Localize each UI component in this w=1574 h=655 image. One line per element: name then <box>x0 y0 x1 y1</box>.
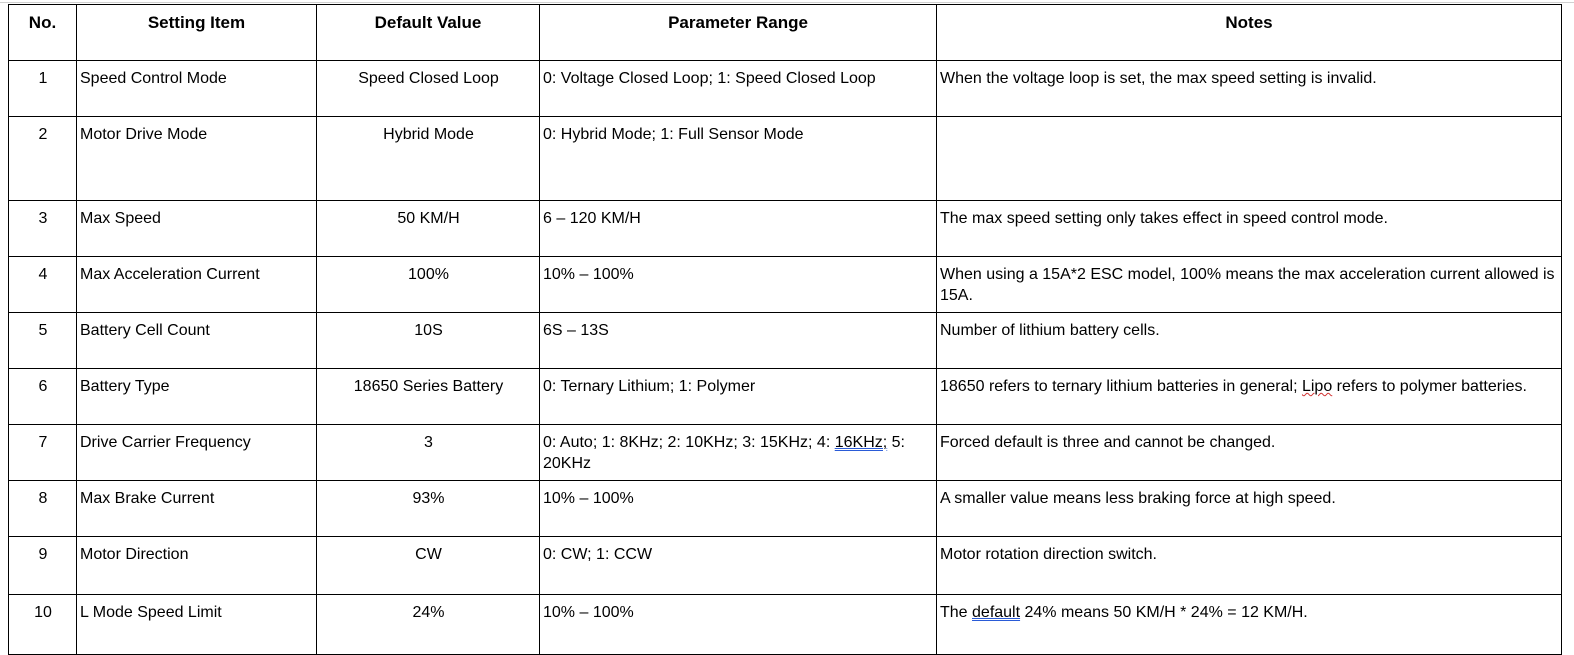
table-row <box>9 537 1562 595</box>
parameter-range: 6 – 120 KM/H <box>540 201 937 257</box>
notes: Number of lithium battery cells. <box>937 313 1562 369</box>
row-number: 3 <box>9 201 77 257</box>
default-value: 10S <box>317 313 540 369</box>
setting-item: Max Acceleration Current <box>77 257 317 313</box>
default-value: 100% <box>317 257 540 313</box>
setting-item: Max Speed <box>77 201 317 257</box>
row-number: 6 <box>9 369 77 425</box>
table-row <box>9 257 1562 313</box>
table-row <box>9 425 1562 481</box>
setting-item: L Mode Speed Limit <box>77 595 317 655</box>
parameter-range: 10% – 100% <box>540 481 937 537</box>
setting-item: Speed Control Mode <box>77 61 317 117</box>
table-row <box>9 481 1562 537</box>
parameter-range: 0: Hybrid Mode; 1: Full Sensor Mode <box>540 117 937 201</box>
parameter-range <box>540 425 937 481</box>
parameter-range: 10% – 100% <box>540 595 937 655</box>
setting-item: Motor Direction <box>77 537 317 595</box>
row-number: 10 <box>9 595 77 655</box>
parameter-range: 0: Ternary Lithium; 1: Polymer <box>540 369 937 425</box>
notes-text: refers to polymer batteries. <box>1332 378 1527 395</box>
table-row <box>9 117 1562 201</box>
row-number: 8 <box>9 481 77 537</box>
setting-item: Drive Carrier Frequency <box>77 425 317 481</box>
parameter-range: 0: Voltage Closed Loop; 1: Speed Closed Loop <box>540 61 937 117</box>
notes <box>937 369 1562 425</box>
default-value: 3 <box>317 425 540 481</box>
notes: When using a 15A*2 ESC model, 100% means the max acceleration current allowed is 15A. <box>937 257 1562 313</box>
row-number: 2 <box>9 117 77 201</box>
header-parameter-range: Parameter Range <box>540 5 937 61</box>
setting-item: Battery Cell Count <box>77 313 317 369</box>
notes <box>937 595 1562 655</box>
notes: Motor rotation direction switch. <box>937 537 1562 595</box>
spelling-flagged-word[interactable]: Lipo <box>1301 378 1333 395</box>
parameter-range: 0: CW; 1: CCW <box>540 537 937 595</box>
default-value: Speed Closed Loop <box>317 61 540 117</box>
table-row <box>9 313 1562 369</box>
notes: A smaller value means less braking force at high speed. <box>937 481 1562 537</box>
default-value: CW <box>317 537 540 595</box>
setting-item: Battery Type <box>77 369 317 425</box>
table-row <box>9 595 1562 655</box>
notes: The max speed setting only takes effect in speed control mode. <box>937 201 1562 257</box>
default-value: Hybrid Mode <box>317 117 540 201</box>
header-notes: Notes <box>937 5 1562 61</box>
default-value: 24% <box>317 595 540 655</box>
range-text: 5: 20KHz <box>543 434 905 472</box>
table-header-row <box>9 5 1562 61</box>
header-default-value: Default Value <box>317 5 540 61</box>
row-number: 7 <box>9 425 77 481</box>
document-top-rule <box>0 2 1574 3</box>
table-row <box>9 201 1562 257</box>
setting-item: Max Brake Current <box>77 481 317 537</box>
settings-table <box>8 4 1562 655</box>
header-no: No. <box>9 5 77 61</box>
grammar-flagged-word[interactable]: default <box>972 604 1021 621</box>
notes: When the voltage loop is set, the max speed setting is invalid. <box>937 61 1562 117</box>
row-number: 1 <box>9 61 77 117</box>
grammar-flagged-word[interactable]: 16KHz; <box>834 434 888 451</box>
table-row <box>9 61 1562 117</box>
default-value: 50 KM/H <box>317 201 540 257</box>
default-value: 93% <box>317 481 540 537</box>
range-text: 0: Auto; 1: 8KHz; 2: 10KHz; 3: 15KHz; 4: <box>543 434 835 451</box>
notes: Forced default is three and cannot be changed. <box>937 425 1562 481</box>
parameter-range: 10% – 100% <box>540 257 937 313</box>
setting-item: Motor Drive Mode <box>77 117 317 201</box>
notes-text: The <box>940 604 973 621</box>
table-row <box>9 369 1562 425</box>
parameter-range: 6S – 13S <box>540 313 937 369</box>
notes <box>937 117 1562 201</box>
row-number: 4 <box>9 257 77 313</box>
row-number: 9 <box>9 537 77 595</box>
default-value: 18650 Series Battery <box>317 369 540 425</box>
notes-text: 18650 refers to ternary lithium batteries in general; <box>940 378 1302 395</box>
header-setting-item: Setting Item <box>77 5 317 61</box>
notes-text: 24% means 50 KM/H * 24% = 12 KM/H. <box>1020 604 1308 621</box>
row-number: 5 <box>9 313 77 369</box>
